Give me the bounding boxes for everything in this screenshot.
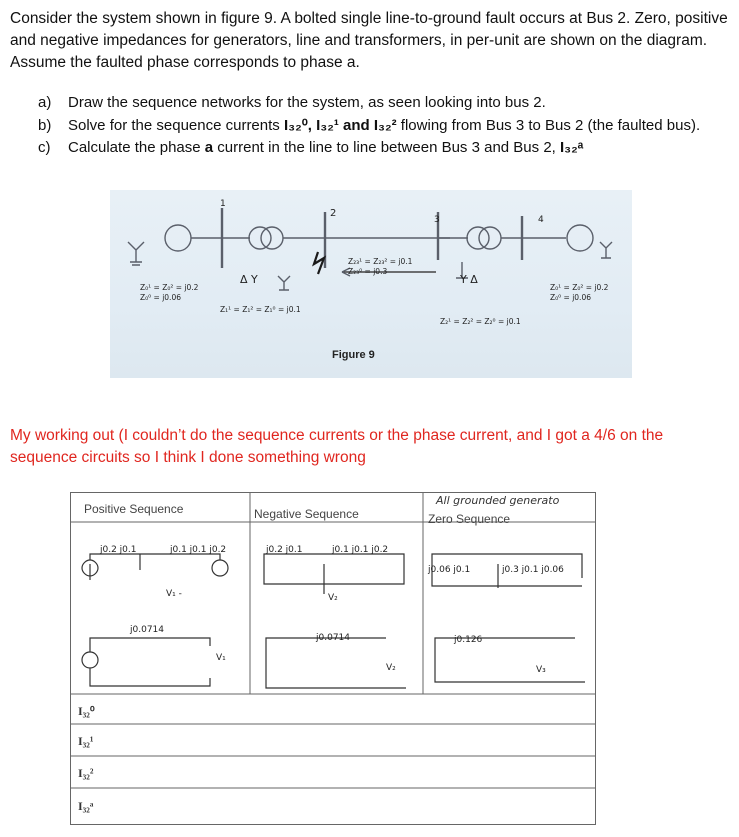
- transformer-right-icon: [467, 227, 489, 249]
- ground-y-icon: [128, 242, 144, 265]
- zero-z-b: j0.3 j0.1 j0.06: [502, 565, 564, 575]
- pos-v-out: V₁: [216, 653, 226, 663]
- line-z0: Z₂₃⁰ = j0.3: [348, 267, 388, 276]
- generator-left-icon: [165, 225, 191, 251]
- figure-caption: Figure 9: [332, 349, 375, 361]
- problem-intro: Consider the system shown in figure 9. A bolted single line-to-ground fault occurs at Bus 2. Zero, positive and negative impedances for generators, line and transformers, in per-unit are shown on the diagram. Assume the faulted phase corresponds to phase a.: [10, 10, 728, 71]
- header-negative: Negative Sequence: [254, 507, 359, 521]
- gen-left-z0: Z₀⁰ = j0.06: [140, 293, 181, 302]
- row-i32-2: I₃₂²: [78, 766, 94, 780]
- symbol-i32-a: I₃₂ᵃ: [560, 139, 584, 156]
- question-label: a): [38, 94, 52, 111]
- pos-z-a: j0.2 j0.1: [100, 545, 137, 555]
- question-text: Calculate the phase a current in the line to line between Bus 3 and Bus 2, I₃₂ᵃ: [68, 139, 584, 156]
- symbol-i32-2: I₃₂²: [373, 116, 397, 134]
- gen-right-z0: Z₀⁰ = j0.06: [550, 293, 591, 302]
- question-c: [38, 137, 738, 160]
- gen-right-z1: Z₀¹ = Z₀² = j0.2: [550, 283, 609, 292]
- zero-thev: j0.126: [454, 635, 483, 645]
- question-label: c): [38, 139, 51, 156]
- question-a: [38, 92, 738, 115]
- zero-z-a: j0.06 j0.1: [428, 565, 471, 575]
- tx-left-z: Z₁¹ = Z₁² = Z₁⁰ = j0.1: [220, 305, 301, 314]
- symbol-i32-0-1: I₃₂⁰, I₃₂¹: [283, 116, 339, 134]
- bus-4-label: 4: [538, 215, 544, 225]
- positive-sketch: [82, 554, 228, 686]
- tx-left-type: Δ Y: [240, 273, 258, 286]
- ground-icon: [278, 276, 290, 290]
- bus-1-label: 1: [220, 199, 226, 209]
- question-label: b): [38, 116, 52, 134]
- bus-3-label: 3: [434, 215, 440, 225]
- generator-right-icon: [567, 225, 593, 251]
- negative-sketch: [264, 554, 406, 688]
- neg-z-a: j0.2 j0.1: [266, 545, 303, 555]
- header-positive: Positive Sequence: [84, 502, 184, 516]
- question-list: [38, 92, 738, 160]
- fault-bolt-icon: [314, 252, 324, 274]
- line-z1: Z₂₃¹ = Z₂₃² = j0.1: [348, 257, 413, 266]
- tx-right-z: Z₂¹ = Z₂² = Z₂⁰ = j0.1: [440, 317, 521, 326]
- header-zero: Zero Sequence: [428, 512, 511, 526]
- grounded-note: All grounded generato: [436, 494, 560, 507]
- pos-v-mid: V₁ -: [166, 589, 182, 599]
- question-text: Draw the sequence networks for the system, as seen looking into bus 2.: [68, 94, 546, 111]
- question-text: Solve for the sequence currents I₃₂⁰, I₃₂¹ and I₃₂² flowing from Bus 3 to Bus 2 (the faulted bus).: [68, 116, 701, 134]
- my-working-note: My working out (I couldn’t do the sequence currents or the phase current, and I got a 4/6 on the sequence circuits so I think I done something wrong: [10, 427, 664, 466]
- row-i32-0: I₃₂⁰: [78, 704, 95, 718]
- figure-9-photo: [110, 190, 632, 378]
- zero-v-out: V₃: [536, 665, 546, 675]
- working-table: [70, 492, 600, 826]
- bus-2-label: 2: [330, 208, 337, 219]
- ground-y-icon: [600, 242, 612, 258]
- pos-thev: j0.0714: [130, 625, 164, 635]
- row-i32-a: I₃₂ᵃ: [78, 799, 94, 813]
- transformer-left-icon: [249, 227, 271, 249]
- row-i32-1: I₃₂¹: [78, 734, 94, 748]
- neg-z-b: j0.1 j0.1 j0.2: [332, 545, 389, 555]
- tx-right-type: Y Δ: [460, 273, 478, 286]
- question-b: [38, 115, 738, 138]
- neg-v-out: V₂: [386, 663, 396, 673]
- neg-v-mid: V₂: [328, 593, 338, 603]
- single-line-diagram: [110, 190, 632, 378]
- gen-left-z1: Z₀¹ = Z₀² = j0.2: [140, 283, 199, 292]
- pos-z-b: j0.1 j0.1 j0.2: [170, 545, 227, 555]
- neg-thev: j0.0714: [316, 633, 350, 643]
